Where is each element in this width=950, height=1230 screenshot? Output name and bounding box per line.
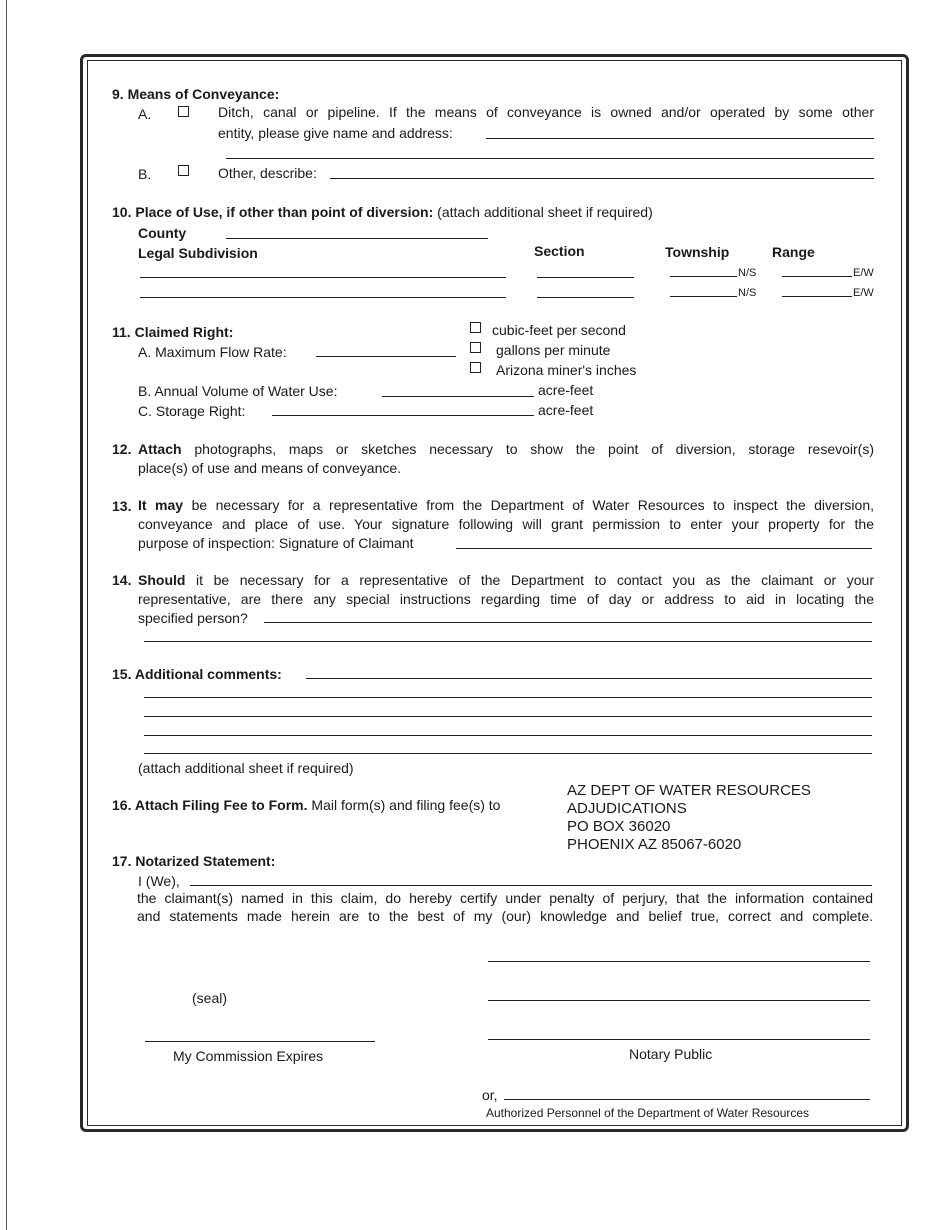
range-line-2[interactable] — [782, 296, 852, 297]
conveyance-owner-line-2[interactable] — [226, 158, 874, 159]
section-13-line1: be necessary for a representative from the Department of Water Resources to inspect the diversion, — [191, 497, 875, 513]
section-14-number: 14. — [112, 572, 132, 588]
section-15-title: 15. Additional comments: — [112, 666, 282, 682]
range-label: Range — [772, 244, 815, 260]
section-14-line2: representative, are there any special instructions regarding time of day or address to aid in locating the — [138, 591, 874, 607]
section-14-line1: it be necessary for a representative of the Department to contact you as the claimant or your — [196, 572, 875, 588]
comments-line-5[interactable] — [144, 753, 872, 754]
section-16-title: 16. Attach Filing Fee to Form. — [112, 797, 308, 813]
annual-volume-line[interactable] — [382, 396, 534, 397]
legal-subdivision-line-2[interactable] — [140, 297, 506, 298]
section-9-a-text2: entity, please give name and address: — [218, 125, 453, 141]
claimant-name-line[interactable] — [190, 885, 872, 886]
claimant-signature-line[interactable] — [456, 548, 872, 549]
max-flow-rate-label: A. Maximum Flow Rate: — [138, 344, 287, 360]
we-label: I (We), — [138, 873, 180, 889]
township-line-1[interactable] — [670, 276, 737, 277]
section-13-line1-wrap — [138, 497, 874, 513]
section-14-line3: specified person? — [138, 610, 248, 626]
notary-signature-line-2[interactable] — [488, 1000, 870, 1001]
section-12-line2: place(s) of use and means of conveyance. — [138, 460, 402, 476]
section-10-note: (attach additional sheet if required) — [437, 204, 653, 220]
notary-public-label: Notary Public — [629, 1046, 713, 1062]
ns-label-1: N/S — [738, 267, 757, 279]
storage-right-line[interactable] — [272, 415, 534, 416]
checkbox-arizona-miners-inches[interactable] — [470, 362, 481, 373]
commission-expires-line[interactable] — [145, 1041, 375, 1042]
comments-line-3[interactable] — [144, 716, 872, 717]
mailing-address-line1: AZ DEPT OF WATER RESOURCES — [567, 782, 811, 799]
checkbox-other-conveyance[interactable] — [178, 165, 189, 176]
section-9-title: 9. Means of Conveyance: — [112, 86, 280, 102]
comments-line-4[interactable] — [144, 735, 872, 736]
page-edge-line — [6, 0, 7, 1230]
section-13-line3: purpose of inspection: Signature of Claimant — [138, 535, 414, 551]
section-17-title: 17. Notarized Statement: — [112, 853, 276, 869]
section-line-1[interactable] — [537, 277, 634, 278]
township-line-2[interactable] — [670, 296, 737, 297]
option-cfs-label: cubic-feet per second — [492, 322, 626, 338]
seal-label: (seal) — [192, 990, 228, 1006]
section-11-title: 11. Claimed Right: — [112, 324, 234, 340]
mailing-address-line3: PO BOX 36020 — [567, 818, 671, 835]
checkbox-gallons-per-minute[interactable] — [470, 342, 481, 353]
other-describe-line[interactable] — [330, 178, 874, 179]
notary-public-line[interactable] — [488, 1039, 870, 1040]
section-10-title: 10. Place of Use, if other than point of diversion: — [112, 204, 434, 220]
section-13-lead: It may — [138, 497, 184, 513]
comments-line-2[interactable] — [144, 697, 872, 698]
ew-label-1: E/W — [853, 267, 874, 279]
section-12-line1-wrap — [138, 441, 874, 457]
storage-right-unit: acre-feet — [538, 402, 594, 418]
ns-label-2: N/S — [738, 287, 757, 299]
section-10-heading — [112, 204, 653, 220]
section-line-2[interactable] — [537, 297, 634, 298]
section-16-heading — [112, 797, 500, 813]
section-16-text: Mail form(s) and filing fee(s) to — [311, 797, 501, 813]
option-gpm-label: gallons per minute — [496, 342, 611, 358]
annual-volume-unit: acre-feet — [538, 382, 594, 398]
checkbox-ditch-canal-pipeline[interactable] — [178, 106, 189, 117]
section-9-b-text: Other, describe: — [218, 165, 317, 181]
section-14-line1-wrap — [138, 572, 874, 588]
authorized-personnel-line[interactable] — [504, 1099, 870, 1100]
certification-line2: and statements made herein are to the best of my (our) knowledge and belief true, correct and complete. — [137, 908, 873, 924]
conveyance-owner-line-1[interactable] — [486, 138, 874, 139]
mailing-address-line4: PHOENIX AZ 85067-6020 — [567, 836, 742, 853]
ew-label-2: E/W — [853, 287, 874, 299]
section-13-number: 13. — [112, 498, 132, 514]
commission-expires-label: My Commission Expires — [173, 1048, 324, 1064]
section-12-lead: Attach — [138, 441, 182, 457]
section-12-number: 12. — [112, 441, 132, 457]
legal-subdivision-label: Legal Subdivision — [138, 245, 258, 261]
section-9-a-letter: A. — [138, 106, 152, 122]
comments-line-1[interactable] — [306, 678, 872, 679]
storage-right-label: C. Storage Right: — [138, 403, 246, 419]
section-15-note: (attach additional sheet if required) — [138, 760, 354, 776]
max-flow-rate-line[interactable] — [316, 356, 456, 357]
annual-volume-label: B. Annual Volume of Water Use: — [138, 383, 338, 399]
checkbox-cubic-feet-per-second[interactable] — [470, 322, 481, 333]
mailing-address-line2: ADJUDICATIONS — [567, 800, 687, 817]
legal-subdivision-line-1[interactable] — [140, 277, 506, 278]
township-label: Township — [665, 244, 730, 260]
range-line-1[interactable] — [782, 276, 852, 277]
special-instructions-line-1[interactable] — [264, 622, 872, 623]
section-9-b-letter: B. — [138, 166, 152, 182]
section-9-a-text: Ditch, canal or pipeline. If the means of conveyance is owned and/or operated by some other — [218, 104, 874, 120]
section-14-lead: Should — [138, 572, 186, 588]
authorized-personnel-label: Authorized Personnel of the Department of Water Resources — [486, 1106, 810, 1120]
section-label: Section — [534, 243, 585, 259]
special-instructions-line-2[interactable] — [144, 641, 872, 642]
county-label: County — [138, 225, 187, 241]
or-label: or, — [482, 1087, 498, 1103]
county-line[interactable] — [226, 238, 488, 239]
option-miners-inches-label: Arizona miner's inches — [496, 362, 637, 378]
notary-signature-line-1[interactable] — [488, 961, 870, 962]
certification-line1: the claimant(s) named in this claim, do hereby certify under penalty of perjury, that the information contained — [137, 890, 873, 906]
section-12-line1: photographs, maps or sketches necessary to show the point of diversion, storage resevoir(s) — [194, 441, 875, 457]
section-13-line2: conveyance and place of use. Your signature following will grant permission to enter your property for the — [138, 516, 874, 532]
